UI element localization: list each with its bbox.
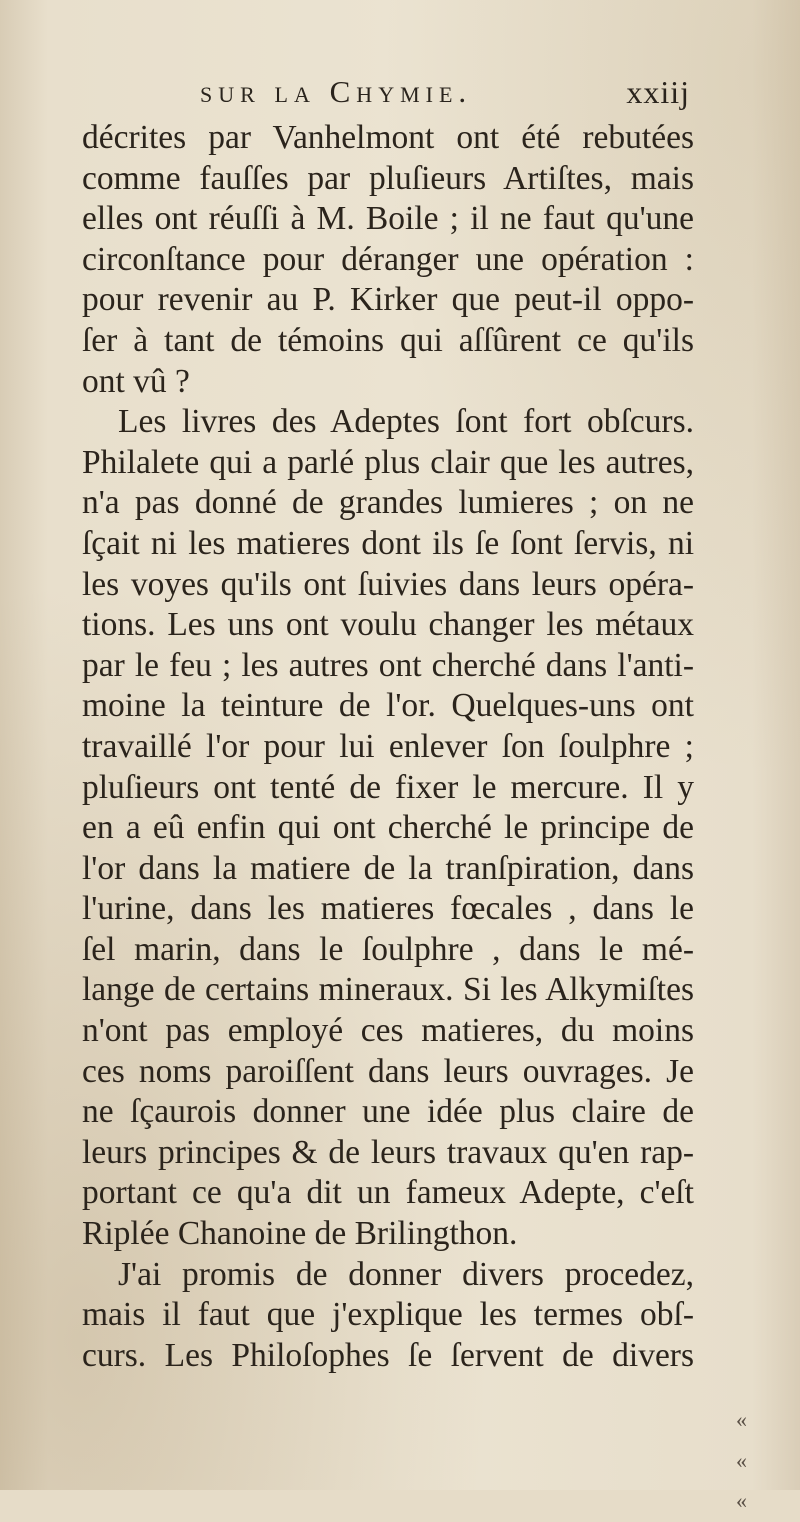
text-line: ſer à tant de témoins qui aſſûrent ce qu'ils bbox=[82, 321, 694, 359]
running-title: sur la Chymie. bbox=[200, 74, 473, 109]
text-line: J'ai promis de donner divers procedez, bbox=[118, 1255, 694, 1293]
text-line: pluſieurs ont tenté de fixer le mercure. Il y bbox=[82, 768, 694, 806]
text-line: pour revenir au P. Kirker que peut-il oppo- bbox=[82, 281, 694, 319]
text-line: ſçait ni les matieres dont ils ſe ſont ſervis, ni bbox=[82, 524, 694, 562]
text-line: mais il faut que j'explique les termes obſ- bbox=[82, 1296, 694, 1334]
text-line: Riplée Chanoine de Brilingthon. bbox=[82, 1215, 518, 1253]
quote-mark: « bbox=[736, 1488, 747, 1514]
text-line: curs. Les Philoſophes ſe ſervent de divers bbox=[82, 1336, 694, 1374]
text-line: ont vû ? bbox=[82, 362, 190, 400]
body-text bbox=[82, 118, 694, 1376]
text-line: leurs principes & de leurs travaux qu'en rap- bbox=[82, 1133, 694, 1171]
text-line: tions. Les uns ont voulu changer les métaux bbox=[82, 606, 694, 644]
text-line: moine la teinture de l'or. Quelques-uns ont bbox=[82, 687, 694, 725]
text-line: l'or dans la matiere de la tranſpiration, dans bbox=[82, 849, 694, 887]
text-line: Philalete qui a parlé plus clair que les autres, bbox=[82, 443, 694, 481]
text-line: ne ſçaurois donner une idée plus claire de bbox=[82, 1093, 694, 1131]
text-line: lange de certains mineraux. Si les Alkymiſtes bbox=[82, 971, 694, 1009]
page-header bbox=[200, 74, 690, 120]
text-line: en a eû enfin qui ont cherché le principe de bbox=[82, 809, 694, 847]
quote-mark: « bbox=[736, 1447, 747, 1473]
text-line: Les livres des Adeptes ſont fort obſcurs. bbox=[118, 403, 694, 441]
quotation-marks-margin bbox=[736, 1400, 776, 1522]
text-line: travaillé l'or pour lui enlever ſon ſoulphre ; bbox=[82, 727, 694, 765]
text-line: les voyes qu'ils ont ſuivies dans leurs opéra- bbox=[82, 565, 694, 603]
text-line: ces noms paroiſſent dans leurs ouvrages. Je bbox=[82, 1052, 694, 1090]
text-line: décrites par Vanhelmont ont été rebutées bbox=[82, 119, 694, 156]
text-line: l'urine, dans les matieres fœcales , dans le bbox=[82, 890, 694, 928]
quote-mark: « bbox=[736, 1407, 747, 1432]
text-line: comme fauſſes par pluſieurs Artiſtes, mais bbox=[82, 159, 694, 197]
text-line: circonſtance pour déranger une opération : bbox=[82, 240, 694, 278]
text-line: par le feu ; les autres ont cherché dans l'anti- bbox=[82, 646, 694, 684]
text-line: n'a pas donné de grandes lumieres ; on ne bbox=[82, 484, 694, 522]
text-line: elles ont réuſſi à M. Boile ; il ne faut qu'une bbox=[82, 200, 694, 238]
page-number: xxiij bbox=[626, 74, 690, 110]
text-line: portant ce qu'a dit un fameux Adepte, c'eſt bbox=[82, 1174, 694, 1212]
text-line: ſel marin, dans le ſoulphre , dans le mé- bbox=[82, 930, 694, 968]
text-line: n'ont pas employé ces matieres, du moins bbox=[82, 1012, 694, 1050]
